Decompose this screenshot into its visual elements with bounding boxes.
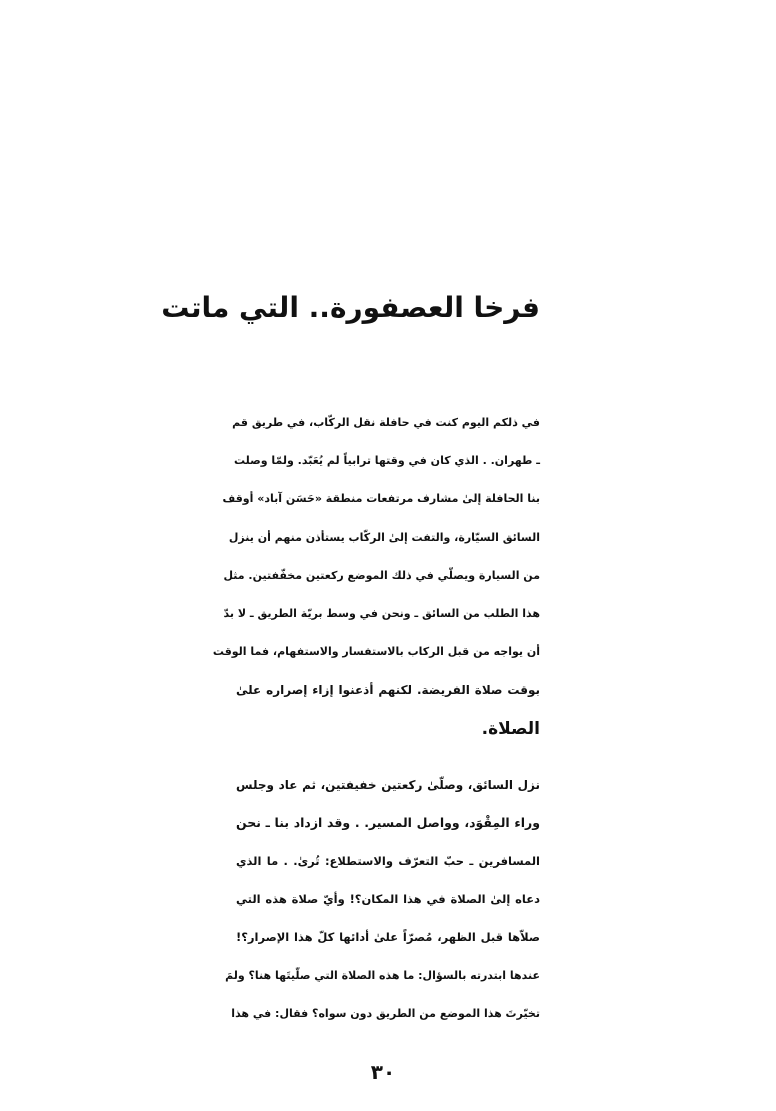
- text-line: السائق السيّارة، والتفت إلىٰ الركّاب يستأذن منهم أن ينزل: [228, 530, 540, 544]
- text-line: ـ طهران. . الذي كان في وقتها ترابياً لم يُعَبّد. ولمّا وصلت: [233, 454, 540, 468]
- text-line: من السيارة ويصلّي في ذلك الموضع ركعتين مخفّفتين. مثل: [223, 568, 540, 582]
- text-line: وراء المِقْوَد، وواصل المسير. . وقد ازداد بنا ـ نحن: [236, 814, 540, 830]
- text-line: عندها ابتدرته بالسؤال: ما هذه الصلاة التي صلّيتَها هنا؟ ولمَ: [225, 968, 540, 982]
- text-line: تخيّرتَ هذا الموضع من الطريق دون سواه؟ فقال: في هذا: [231, 1006, 540, 1020]
- text-line: صلاّها قبل الظهر، مُصرّاً علىٰ أدائها كلّ هذا الإصرار؟!: [236, 930, 540, 945]
- paragraph-2: [225, 766, 540, 1033]
- text-line: أن يواجه من قبل الركاب بالاستفسار والاستفهام، فما الوقت: [212, 645, 540, 659]
- text-line: في ذلكم اليوم كنت في حافلة نقل الركّاب، في طريق قم: [232, 416, 540, 429]
- paragraph-1: [212, 404, 540, 748]
- text-line: المسافرين ـ حبّ التعرّف والاستطلاع: تُرىٰ. . ما الذي: [236, 854, 540, 869]
- text-line: بوقت صلاة الفريضة. لكنهم أذعنوا إزاء إصراره علىٰ: [236, 683, 540, 698]
- text-line: هذا الطلب من السائق ـ ونحن في وسط بريّة الطريق ـ لا بدّ: [223, 606, 540, 620]
- text-line: نزل السائق، وصلّىٰ ركعتين خفيفتين، ثم عاد وجلس: [236, 777, 540, 792]
- text-line: الصلاة.: [481, 718, 540, 739]
- text-line: بنا الحافلة إلىٰ مشارف مرتفعات منطقة «حَسَن آباد» أوقف: [222, 492, 540, 506]
- page-number: ٣٠: [370, 1060, 396, 1084]
- body-text: [212, 404, 540, 1033]
- text-line: دعاه إلىٰ الصلاة في هذا المكان؟! وأيّ صلاة هذه التي: [236, 892, 540, 907]
- chapter-title: فرخا العصفورة.. التي ماتت: [161, 291, 540, 324]
